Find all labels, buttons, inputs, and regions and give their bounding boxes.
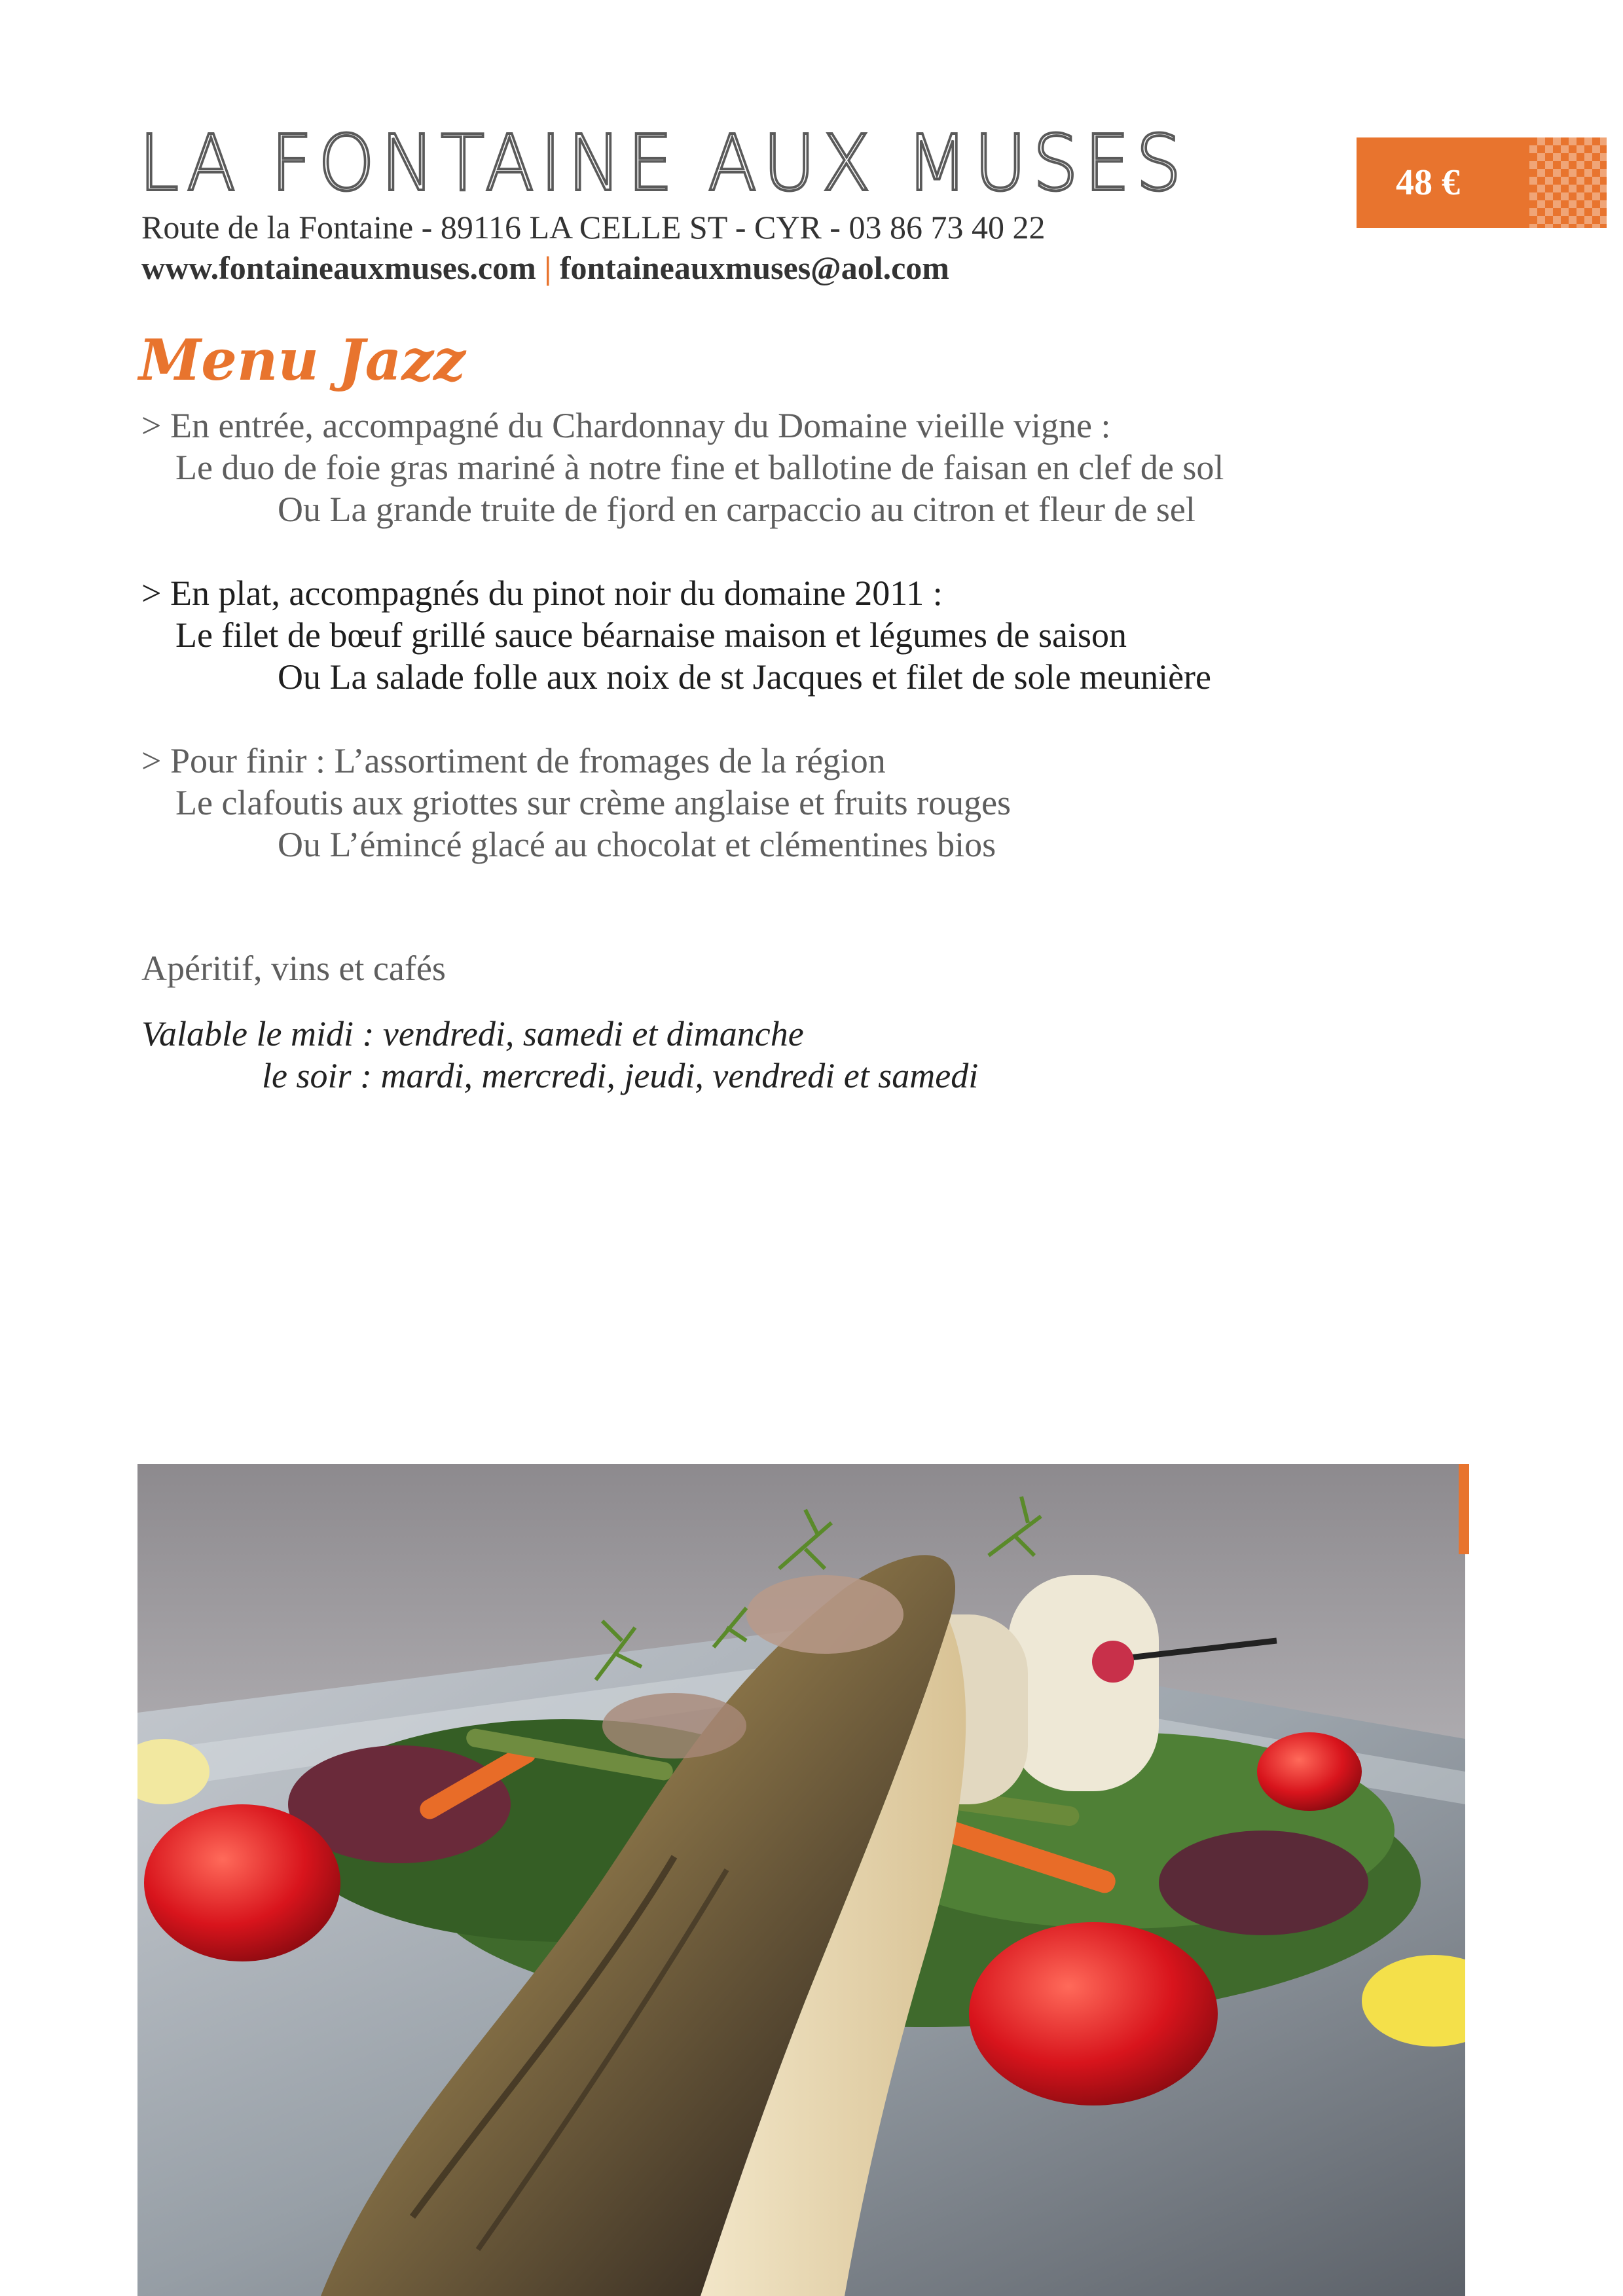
price-tag (1357, 137, 1607, 228)
dessert-option-1: Le clafoutis aux griottes sur crème anglaise et fruits rouges (175, 783, 1012, 822)
plat-heading: > En plat, accompagnés du pinot noir du domaine 2011 : (141, 574, 943, 613)
entree-option-2: Ou La grande truite de fjord en carpaccio au citron et fleur de sel (278, 490, 1195, 529)
dessert-heading: > Pour finir : L’assortiment de fromages de la région (141, 741, 886, 780)
contact-separator: | (544, 249, 552, 286)
entree-heading: > En entrée, accompagné du Chardonnay du Domaine vieille vigne : (141, 406, 1111, 445)
menu-price: 48 € (1396, 162, 1460, 203)
restaurant-name: LA FONTAINE AUX MUSES (139, 118, 1188, 208)
validity-soir: le soir : mardi, mercredi, jeudi, vendredi et samedi (262, 1056, 979, 1095)
plat-option-1: Le filet de bœuf grillé sauce béarnaise maison et légumes de saison (175, 615, 1127, 655)
plat-option-2: Ou La salade folle aux noix de st Jacques et filet de sole meunière (278, 657, 1211, 697)
entree-option-1: Le duo de foie gras mariné à notre fine et ballotine de faisan en clef de sol (175, 448, 1224, 487)
validity-midi: Valable le midi : vendredi, samedi et dimanche (141, 1014, 804, 1053)
restaurant-address: Route de la Fontaine - 89116 LA CELLE ST - CYR - 03 86 73 40 22 (141, 209, 1046, 246)
checker-pattern-icon (1529, 137, 1607, 228)
menu-title: Menu Jazz (139, 327, 465, 393)
included-extras: Apéritif, vins et cafés (141, 949, 446, 988)
dessert-option-2: Ou L’émincé glacé au chocolat et clémentines bios (278, 825, 996, 864)
dish-photo (137, 1464, 1465, 2296)
email-link[interactable]: fontaineauxmuses@aol.com (559, 249, 949, 286)
restaurant-logo (139, 118, 1266, 208)
website-link[interactable]: www.fontaineauxmuses.com (141, 249, 536, 286)
contact-line (141, 249, 949, 287)
accent-bar (1459, 1464, 1469, 1554)
